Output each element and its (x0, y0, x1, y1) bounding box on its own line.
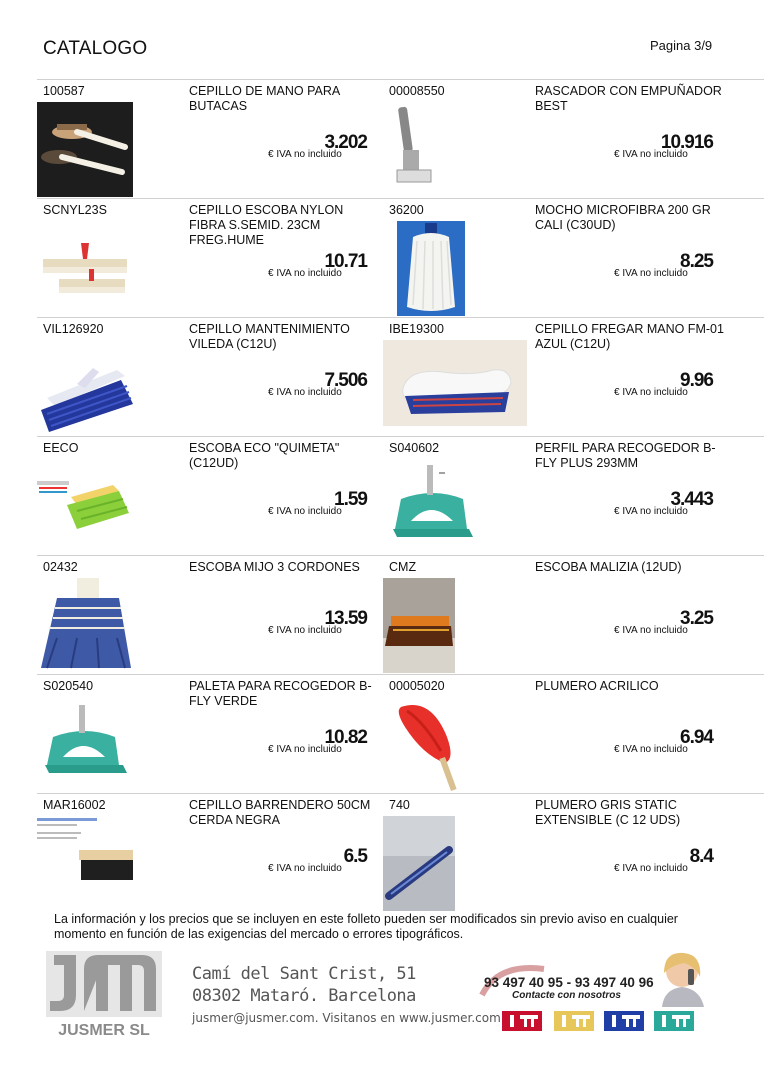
product-price: 8.4 (689, 846, 713, 867)
product-name: PALETA PARA RECOGEDOR B-FLY VERDE (189, 679, 372, 708)
product-name: PLUMERO ACRILICO (535, 679, 659, 693)
product-name: CEPILLO FREGAR MANO FM-01 AZUL (C12U) (535, 322, 724, 351)
scraper-photo (383, 102, 479, 197)
iva-note: € IVA no incluido (614, 506, 688, 517)
product-code: 02432 (43, 560, 78, 574)
product-price: 6.94 (680, 727, 713, 748)
product-row (37, 79, 764, 198)
iva-note: € IVA no incluido (268, 149, 342, 160)
iva-note: € IVA no incluido (268, 506, 342, 517)
contact-phones[interactable]: 93 497 40 95 - 93 497 40 96 (484, 975, 654, 990)
product-price: 9.96 (680, 370, 713, 391)
product-price: 6.5 (343, 846, 367, 867)
jusmer-logo (46, 951, 162, 1041)
iva-note: € IVA no incluido (614, 863, 688, 874)
product-item[interactable] (383, 556, 729, 674)
product-code: S020540 (43, 679, 94, 693)
eco-broom-photo (37, 459, 133, 554)
product-price: 8.25 (680, 251, 713, 272)
product-code: 00008550 (389, 84, 445, 98)
product-code: VIL126920 (43, 322, 104, 336)
product-code: S040602 (389, 441, 440, 455)
product-code: 00005020 (389, 679, 445, 693)
product-code: 100587 (43, 84, 85, 98)
street-brush-photo (37, 816, 133, 911)
product-price: 1.59 (334, 489, 367, 510)
brand-logos (500, 1009, 700, 1033)
product-item[interactable] (37, 318, 383, 436)
iva-note: € IVA no incluido (614, 268, 688, 279)
product-row (37, 555, 764, 674)
catalog-title: CATALOGO (43, 38, 148, 59)
company-name: JUSMER SL (58, 1022, 150, 1039)
millet-broom-photo (37, 578, 133, 673)
scrub-brush-photo (383, 340, 527, 426)
product-item[interactable] (37, 199, 383, 317)
static-duster-photo (383, 816, 455, 911)
product-item[interactable] (383, 794, 729, 912)
iva-note: € IVA no incluido (268, 387, 342, 398)
product-item[interactable] (37, 437, 383, 555)
product-name: PERFIL PARA RECOGEDOR B-FLY PLUS 293MM (535, 441, 716, 470)
hand-brush-photo (37, 102, 133, 197)
product-price: 13.59 (324, 608, 367, 629)
product-name: ESCOBA MIJO 3 CORDONES (189, 560, 360, 574)
page-number: Pagina 3/9 (650, 38, 713, 53)
product-price: 10.916 (660, 132, 713, 153)
vileda-brush-photo (37, 340, 133, 435)
iva-note: € IVA no incluido (268, 744, 342, 755)
product-price: 10.82 (324, 727, 367, 748)
nylon-broom-photo (37, 221, 133, 316)
product-row (37, 674, 764, 793)
company-email-web[interactable]: jusmer@jusmer.com. Visitanos en www.jusmer.com (192, 1011, 501, 1025)
product-item[interactable] (37, 80, 383, 198)
product-row (37, 436, 764, 555)
product-price: 10.71 (324, 251, 367, 272)
product-code: 740 (389, 798, 410, 812)
iva-note: € IVA no incluido (614, 744, 688, 755)
product-code: EECO (43, 441, 79, 455)
product-item[interactable] (383, 437, 729, 555)
footer (0, 945, 764, 1080)
address-line-2: 08302 Mataró. Barcelona (192, 986, 416, 1006)
product-name: ESCOBA MALIZIA (12UD) (535, 560, 682, 574)
product-name: MOCHO MICROFIBRA 200 GR CALI (C30UD) (535, 203, 711, 232)
product-code: IBE19300 (389, 322, 444, 336)
product-row (37, 793, 764, 912)
support-operator-icon (650, 947, 710, 1007)
iva-note: € IVA no incluido (268, 268, 342, 279)
disclaimer-text: La información y los precios que se incluyen en este folleto pueden ser modificados sin previo aviso en cualquier momento en función de las exigencias del mercado o errores tipográficos. (54, 912, 678, 941)
iva-note: € IVA no incluido (268, 863, 342, 874)
product-item[interactable] (383, 199, 729, 317)
product-grid (37, 79, 764, 912)
mop-head-photo (383, 221, 479, 316)
address-line-1: Camí del Sant Crist, 51 (192, 964, 416, 984)
product-item[interactable] (37, 794, 383, 912)
product-code: MAR16002 (43, 798, 106, 812)
company-address (192, 963, 416, 1007)
product-name: CEPILLO MANTENIMIENTO VILEDA (C12U) (189, 322, 350, 351)
contact-label: Contacte con nosotros (512, 990, 621, 1001)
product-row (37, 317, 764, 436)
product-price: 7.506 (324, 370, 367, 391)
product-row (37, 198, 764, 317)
product-price: 3.25 (680, 608, 713, 629)
product-code: SCNYL23S (43, 203, 107, 217)
product-code: CMZ (389, 560, 417, 574)
product-item[interactable] (37, 556, 383, 674)
product-name: RASCADOR CON EMPUÑADOR BEST (535, 84, 722, 113)
iva-note: € IVA no incluido (268, 625, 342, 636)
product-item[interactable] (383, 80, 729, 198)
product-name: CEPILLO ESCOBA NYLON FIBRA S.SEMID. 23CM FREG.HUME (189, 203, 344, 247)
malizia-broom-photo (383, 578, 455, 673)
dustpan-profile-drawing (383, 459, 479, 554)
product-name: PLUMERO GRIS STATIC EXTENSIBLE (C 12 UDS) (535, 798, 681, 827)
product-item[interactable] (383, 675, 729, 793)
product-price: 3.202 (324, 132, 367, 153)
product-price: 3.443 (670, 489, 713, 510)
product-code: 36200 (389, 203, 424, 217)
iva-note: € IVA no incluido (614, 387, 688, 398)
iva-note: € IVA no incluido (614, 625, 688, 636)
dustpan-drawing (37, 697, 133, 792)
duster-photo (383, 697, 479, 792)
product-item[interactable] (383, 318, 729, 436)
product-name: CEPILLO DE MANO PARA BUTACAS (189, 84, 340, 113)
product-name: CEPILLO BARRENDERO 50CM CERDA NEGRA (189, 798, 371, 827)
iva-note: € IVA no incluido (614, 149, 688, 160)
product-item[interactable] (37, 675, 383, 793)
product-name: ESCOBA ECO "QUIMETA" (C12UD) (189, 441, 340, 470)
